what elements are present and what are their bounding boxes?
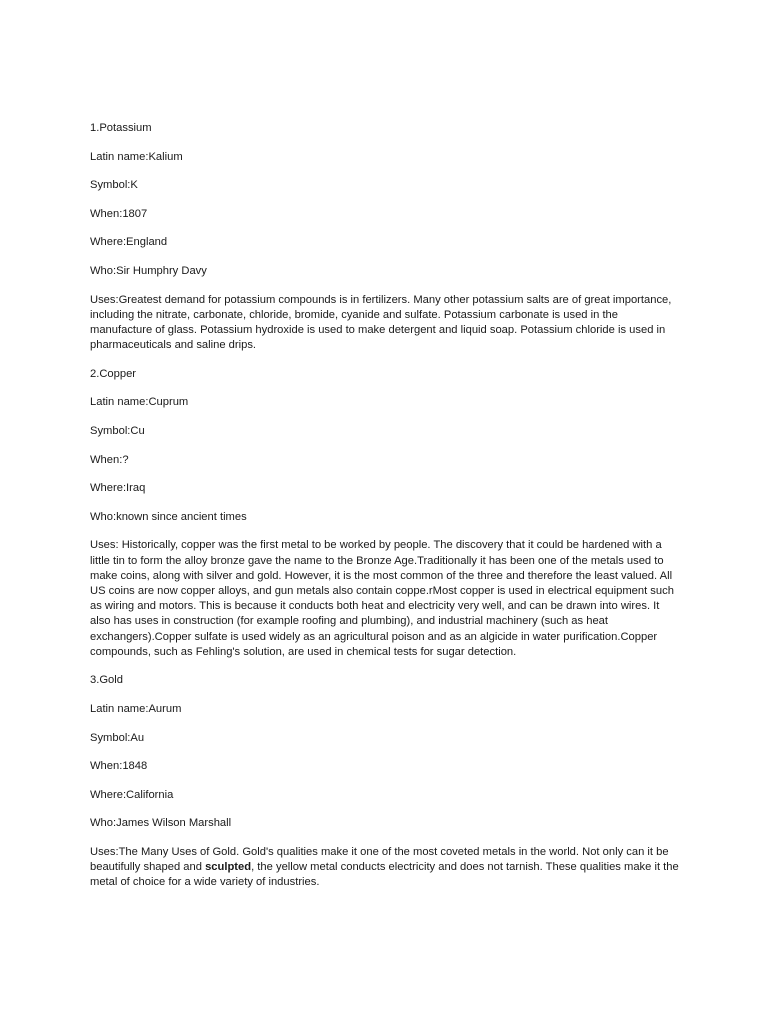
element-heading: 3.Gold — [90, 674, 123, 687]
discovery-date: When:1848 — [90, 760, 148, 773]
document-page — [90, 121, 680, 904]
element-heading: 1.Potassium — [90, 122, 152, 134]
element-section-copper — [90, 367, 680, 660]
discoverer: Who:known since ancient times — [90, 510, 247, 523]
symbol: Symbol:K — [90, 179, 138, 192]
element-section-gold — [90, 673, 680, 890]
uses-text-start: Uses:The Many Uses of Gold. Gold's qualities make it one of the most coveted metals in the world. Not only can it be beautifully shaped and — [90, 845, 669, 874]
symbol: Symbol:Cu — [90, 424, 145, 437]
discovery-place: Where:California — [90, 788, 174, 801]
symbol: Symbol:Au — [90, 731, 145, 744]
latin-name: Latin name:Cuprum — [90, 396, 189, 409]
uses-paragraph — [90, 845, 680, 891]
discovery-date: When:1807 — [90, 207, 148, 220]
latin-name: Latin name:Aurum — [90, 702, 182, 715]
element-section-potassium — [90, 121, 680, 353]
discovery-place: Where:England — [90, 236, 168, 249]
discovery-date: When:? — [90, 453, 129, 466]
discoverer: Who:James Wilson Marshall — [90, 817, 232, 830]
uses-bold-word: sculpted — [205, 861, 252, 874]
uses-text-end: , the yellow metal conducts electricity and does not tarnish. These qualities make it the metal of choice for a wide variety of industries. — [90, 861, 679, 889]
discovery-place: Where:Iraq — [90, 482, 146, 495]
uses-paragraph: Uses:Greatest demand for potassium compounds is in fertilizers. Many other potassium salts are of great importance, including the nitrate, carbonate, chloride, bromide, cyanide and sulfate. Potassium carbonate is used in the manufacture of glass. Potassium hydroxide is used to make detergent and liquid soap. Potassium chloride is used in pharmaceuticals and saline drips. — [90, 293, 672, 352]
element-heading: 2.Copper — [90, 367, 137, 380]
latin-name: Latin name:Kalium — [90, 150, 183, 163]
uses-paragraph: Uses: Historically, copper was the first metal to be worked by people. The discovery that it could be hardened with a little tin to form the alloy bronze gave the name to the Bronze Age.Traditionally it has been one of the metals used to make coins, along with silver and gold. However, it is the most common of the three and therefore the least valued. All US coins are now copper alloys, and gun metals also contain coppe.rMost copper is used in electrical equipment such as wiring and motors. This is because it conducts both heat and electricity very well, and can be drawn into wires. It also has uses in construction (for example roofing and plumbing), and industrial machinery (such as heat exchangers).Copper sulfate is used widely as an agricultural poison and as an algicide in water purification.Copper compounds, such as Fehling's solution, are used in chemical tests for sugar detection. — [90, 539, 674, 658]
discoverer: Who:Sir Humphry Davy — [90, 264, 207, 277]
